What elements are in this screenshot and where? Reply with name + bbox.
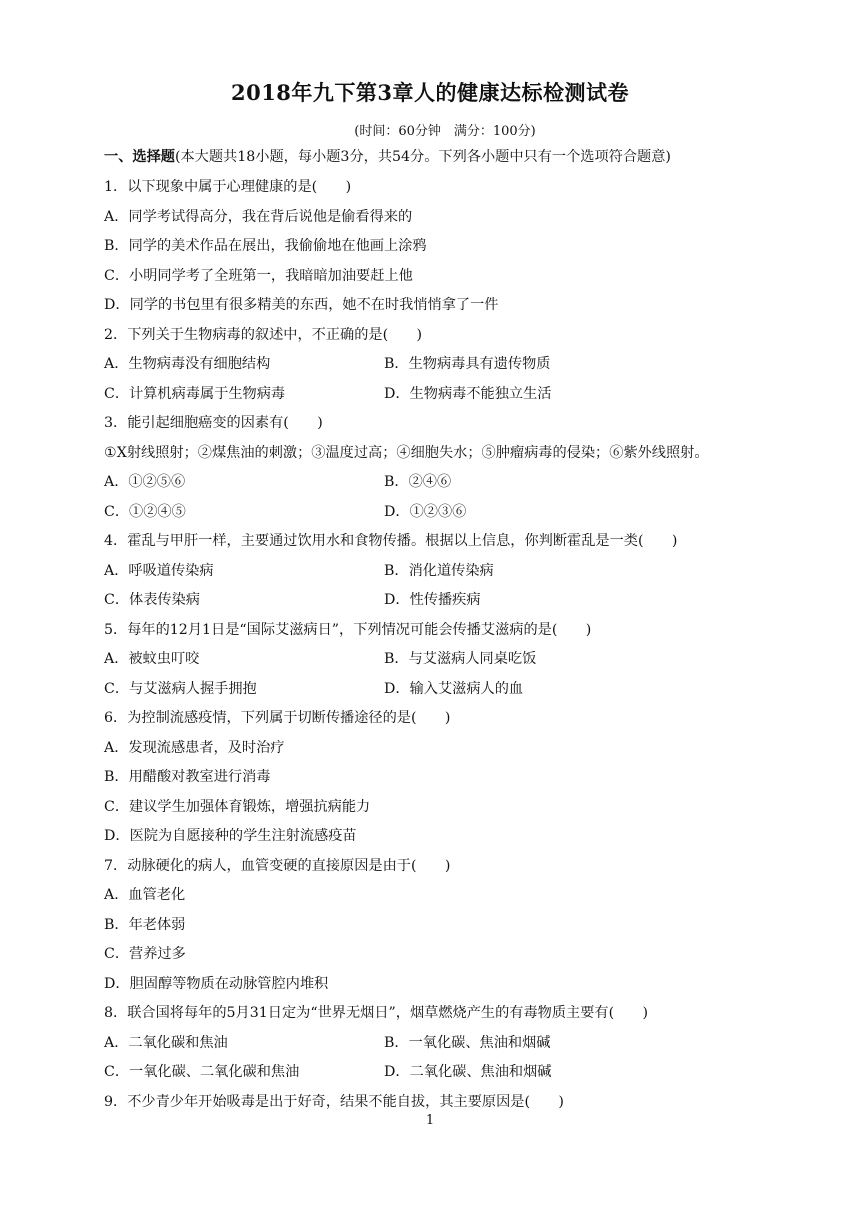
option: D．同学的书包里有很多精美的东西，她不在时我悄悄拿了一件 bbox=[104, 297, 499, 313]
option-row bbox=[104, 354, 804, 374]
option: B．与艾滋病人同桌吃饭 bbox=[384, 651, 537, 667]
option: A．发现流感患者，及时治疗 bbox=[104, 740, 285, 756]
option: A．二氧化碳和焦油 bbox=[104, 1035, 228, 1051]
option: B．生物病毒具有遗传物质 bbox=[384, 356, 551, 372]
page-title: 2018年九下第3章人的健康达标检测试卷 bbox=[230, 80, 630, 105]
section-heading bbox=[104, 147, 671, 167]
section-note: (本大题共18小题，每小题3分，共54分。下列各小题中只有一个选项符合题意) bbox=[174, 149, 671, 165]
question-stem: 7．动脉硬化的病人，血管变硬的直接原因是由于( ) bbox=[104, 858, 451, 874]
option: A．生物病毒没有细胞结构 bbox=[104, 356, 271, 372]
option: D．医院为自愿接种的学生注射流感疫苗 bbox=[104, 828, 357, 844]
option: D．①②③⑥ bbox=[384, 504, 467, 520]
question-stem: 4．霍乱与甲肝一样，主要通过饮用水和食物传播。根据以上信息，你判断霍乱是一类( ) bbox=[104, 533, 678, 549]
exam-time-score: (时间：60分钟 满分：100分) bbox=[354, 124, 536, 139]
option-row bbox=[104, 649, 804, 669]
question-stem: 1．以下现象中属于心理健康的是( ) bbox=[104, 179, 352, 195]
option: B．用醋酸对教室进行消毒 bbox=[104, 769, 271, 785]
option: D．性传播疾病 bbox=[384, 592, 481, 608]
option: A．①②⑤⑥ bbox=[104, 474, 186, 490]
option-row bbox=[104, 502, 804, 522]
option: C．小明同学考了全班第一，我暗暗加油要赶上他 bbox=[104, 268, 413, 284]
option: A．血管老化 bbox=[104, 887, 186, 903]
option: B．②④⑥ bbox=[384, 474, 452, 490]
option: D．生物病毒不能独立生活 bbox=[384, 386, 552, 402]
option-row bbox=[104, 1033, 804, 1053]
option: C．计算机病毒属于生物病毒 bbox=[104, 386, 286, 402]
option-row bbox=[104, 679, 804, 699]
question-extra: ①X射线照射；②煤焦油的刺激；③温度过高；④细胞失水；⑤肿瘤病毒的侵染；⑥紫外线照射。 bbox=[104, 445, 709, 461]
option: C．一氧化碳、二氧化碳和焦油 bbox=[104, 1064, 300, 1080]
option: B．消化道传染病 bbox=[384, 563, 494, 579]
question-stem: 8．联合国将每年的5月31日定为“世界无烟日”，烟草燃烧产生的有毒物质主要有( ) bbox=[104, 1005, 649, 1021]
question-stem: 5．每年的12月1日是“国际艾滋病日”，下列情况可能会传播艾滋病的是( ) bbox=[104, 622, 592, 638]
option-row bbox=[104, 472, 804, 492]
option: B．年老体弱 bbox=[104, 917, 186, 933]
option-row bbox=[104, 384, 804, 404]
option: A．呼吸道传染病 bbox=[104, 563, 214, 579]
option: C．建议学生加强体育锻炼，增强抗病能力 bbox=[104, 799, 371, 815]
option: C．与艾滋病人握手拥抱 bbox=[104, 681, 257, 697]
question-stem: 2．下列关于生物病毒的叙述中，不正确的是( ) bbox=[104, 327, 423, 343]
question-stem: 3．能引起细胞癌变的因素有( ) bbox=[104, 415, 323, 431]
option: D．二氧化碳、焦油和烟碱 bbox=[384, 1064, 552, 1080]
option: D．输入艾滋病人的血 bbox=[384, 681, 524, 697]
option: B．一氧化碳、焦油和烟碱 bbox=[384, 1035, 551, 1051]
option: B．同学的美术作品在展出，我偷偷地在他画上涂鸦 bbox=[104, 238, 427, 254]
option: C．营养过多 bbox=[104, 946, 186, 962]
option-row bbox=[104, 590, 804, 610]
option: C．①②④⑤ bbox=[104, 504, 186, 520]
option: A．被蚊虫叮咬 bbox=[104, 651, 200, 667]
option: D．胆固醇等物质在动脉管腔内堆积 bbox=[104, 976, 329, 992]
section-title: 一、选择题 bbox=[104, 149, 175, 165]
option-row bbox=[104, 561, 804, 581]
option: A．同学考试得高分，我在背后说他是偷看得来的 bbox=[104, 209, 413, 225]
option-row bbox=[104, 1062, 804, 1082]
question-stem: 6．为控制流感疫情，下列属于切断传播途径的是( ) bbox=[104, 710, 451, 726]
page-number: 1 bbox=[425, 1113, 435, 1128]
question-stem: 9．不少青少年开始吸毒是出于好奇，结果不能自拔，其主要原因是( ) bbox=[104, 1094, 564, 1110]
option: C．体表传染病 bbox=[104, 592, 200, 608]
